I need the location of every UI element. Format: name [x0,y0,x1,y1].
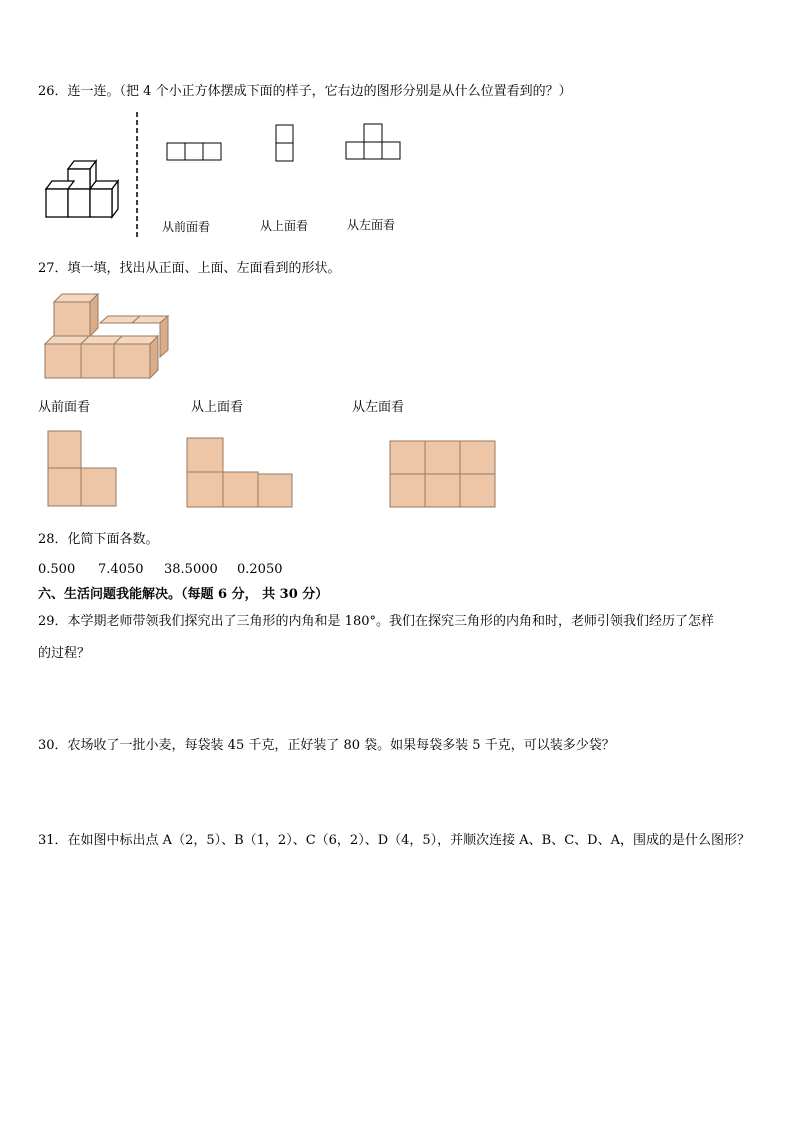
q26-cube-figure [40,155,130,225]
q26-dashed-divider [134,112,140,237]
q27-text: 27．填一填，找出从正面、上面、左面看到的形状。 [38,261,341,276]
q27-view-grid [389,440,497,510]
q26-label-left: 从左面看 [347,218,396,232]
q27-label-left: 从左面看 [352,400,405,415]
q29-text-line2: 的过程？ [38,646,91,661]
section-6-title: 六、生活问题我能解决。（每题 6 分， 共 30 分） [38,587,329,602]
q30-text: 30．农场收了一批小麦，每袋装 45 千克，正好装了 80 袋。如果每袋多装 5 千克，可以装多少袋？ [38,738,615,753]
q26-view-three-horizontal [166,142,222,162]
q27-label-front: 从前面看 [38,400,91,415]
q27-cube-figure [42,290,172,382]
q27-label-top: 从上面看 [191,400,244,415]
q27-view-l-shape [47,430,119,508]
q28-number-4: 0.2050 [237,562,283,577]
q26-view-t-shape [345,123,403,161]
q26-label-front: 从前面看 [162,220,211,234]
q31-text: 31．在如图中标出点 A（2，5）、B（1，2）、C（6，2）、D（4，5），并顺次连接 A、B、C、D、A，围成的是什么图形？ [38,833,750,848]
q26-text: 26．连一连。（把 4 个小正方体摆成下面的样子，它右边的图形分别是从什么位置看到的？） [38,84,572,99]
q28-number-2: 7.4050 [98,562,144,577]
q28-text: 28．化简下面各数。 [38,532,159,547]
q26-view-two-vertical [275,124,295,162]
q29-text-line1: 29．本学期老师带领我们探究出了三角形的内角和是 180°。我们在探究三角形的内角和时，老师引领我们经历了怎样 [38,614,714,629]
q26-label-top: 从上面看 [260,219,309,233]
q27-view-step-shape [186,437,294,509]
q28-number-3: 38.5000 [164,562,218,577]
q28-number-1: 0.500 [38,562,76,577]
